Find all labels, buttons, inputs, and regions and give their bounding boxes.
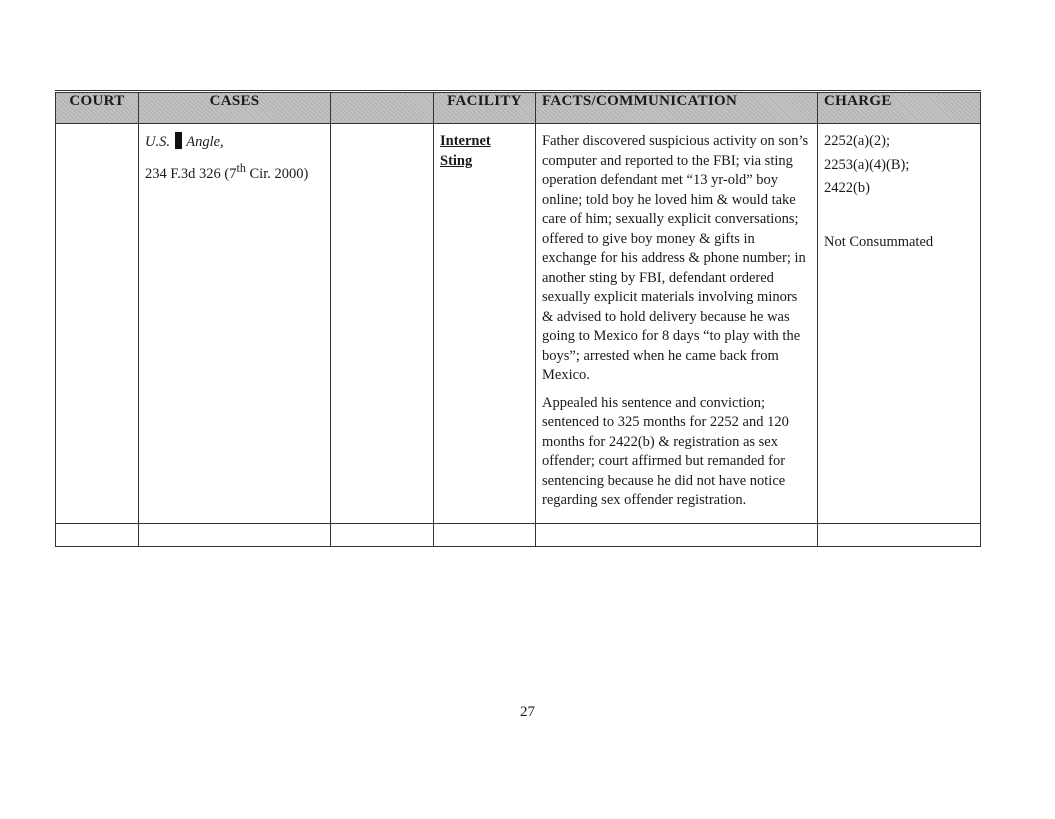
empty-row [56, 523, 981, 546]
case-row [56, 124, 981, 524]
header-cases: CASES [139, 92, 331, 124]
case-table [55, 90, 981, 547]
case-name [145, 132, 324, 153]
charge-item-3: 2422(b) [824, 180, 870, 196]
cases-cell [139, 124, 331, 524]
header-blank [331, 92, 434, 124]
blank-cell [331, 124, 434, 524]
facility-cell [434, 124, 536, 524]
header-charge: CHARGE [818, 92, 981, 124]
case-prefix: U.S. [145, 134, 170, 150]
citation-sup: th [236, 160, 246, 175]
empty-cell [331, 523, 434, 546]
citation-suffix: Cir. 2000) [245, 165, 309, 182]
empty-cell [536, 523, 818, 546]
empty-cell [818, 523, 981, 546]
facts-cell [536, 124, 818, 524]
case-party: Angle, [186, 134, 224, 150]
case-table-wrap [55, 90, 980, 547]
charge-note: Not Consummated [824, 233, 934, 250]
court-cell [56, 124, 139, 524]
header-facts: FACTS/COMMUNICATION [536, 92, 818, 124]
header-facility: FACILITY [434, 92, 536, 124]
header-row [56, 92, 981, 124]
facts-paragraph-2: Appealed his sentence and conviction; sentenced to 325 months for 2252 and 120 months for 2422(b) & registration as sex offender; court affirmed but remanded for sentencing because he did not have notice regarding sex offender registration. [542, 394, 789, 508]
case-citation [145, 159, 324, 184]
empty-cell [56, 523, 139, 546]
charge-cell [818, 124, 981, 524]
facility-line1: Internet [440, 133, 491, 149]
empty-cell [139, 523, 331, 546]
facility-line2: Sting [440, 152, 473, 169]
redaction-mark [175, 132, 182, 149]
page-number: 27 [520, 704, 535, 720]
empty-cell [434, 523, 536, 546]
header-court: COURT [56, 92, 139, 124]
charge-item-1: 2252(a)(2); [824, 133, 891, 149]
facts-paragraph-1: Father discovered suspicious activity on son’s computer and reported to the FBI; via sting operation defendant met “13 yr-old” boy online; told boy he loved him & would take care of him; sexually explicit conversations; offered to give boy money & gifts in exchange for his address & phone number; in another sting by FBI, defendant ordered sexually explicit materials involving minors & advised to hold delivery because he was going to Mexico for 8 days “to play with the boys”; arrested when he came back from Mexico. [542, 133, 809, 383]
citation-main: 234 F.3d 326 (7 [145, 165, 237, 182]
charge-item-2: 2253(a)(4)(B); [824, 156, 910, 173]
